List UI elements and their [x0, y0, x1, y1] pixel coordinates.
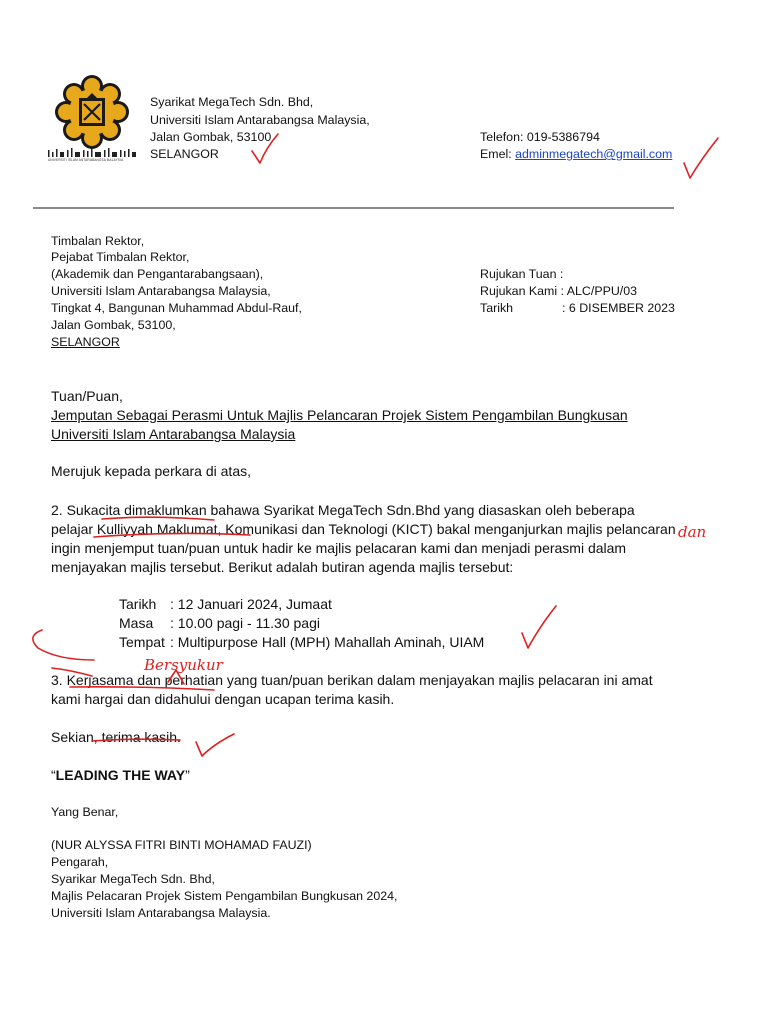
agenda-label: Tempat [119, 634, 165, 650]
paragraph-3-line: kami hargai dan didahului dengan ucapan terima kasih. [51, 691, 395, 707]
logo-caption: UNIVERSITI ISLAM ANTARABANGSA MALAYSIA [48, 158, 124, 162]
checkmark-icon [684, 138, 718, 178]
signatory-line: (NUR ALYSSA FITRI BINTI MOHAMAD FAUZI) [51, 838, 312, 852]
company-name: Syarikat MegaTech Sdn. Bhd, [150, 95, 314, 109]
checkmark-icon [522, 606, 556, 648]
paragraph-3-line: 3. Kerjasama dan perhatian yang tuan/puan berikan dalam menjayakan majlis pelacaran ini amat [51, 672, 653, 688]
agenda-value: : Multipurpose Hall (MPH) Mahallah Aminah, UIAM [170, 634, 485, 650]
paragraph-2-line: 2. Sukacita dimaklumkan bahawa Syarikat MegaTech Sdn.Bhd yang diasaskan oleh beberapa [51, 502, 635, 518]
street-address: Jalan Gombak, 53100 [150, 130, 272, 144]
handwritten-note: Bersyukur [144, 656, 223, 674]
email-link[interactable]: adminmegatech@gmail.com [515, 147, 673, 161]
email-label: Emel: [480, 147, 516, 161]
paragraph-2-line: pelajar Kulliyyah Maklumat, Komunikasi dan Teknologi (KICT) bakal menganjurkan majlis pelancaran [51, 521, 676, 537]
rujukan-kami: Rujukan Kami : ALC/PPU/03 [480, 284, 638, 298]
subject-line: Jemputan Sebagai Perasmi Untuk Majlis Pelancaran Projek Sistem Pengambilan Bungkusan [51, 407, 628, 423]
email-row [480, 146, 672, 164]
crest-icon [46, 72, 138, 170]
tarikh-label: Tarikh [480, 301, 514, 315]
motto-text: LEADING THE WAY [55, 767, 186, 783]
handwritten-note: dan [678, 523, 707, 541]
agenda-label: Masa [119, 615, 154, 631]
paragraph-2-line: menjayakan majlis tersebut. Berikut adalah butiran agenda majlis tersebut: [51, 559, 514, 575]
signatory-line: Pengarah, [51, 855, 109, 869]
yang-benar: Yang Benar, [51, 805, 119, 819]
tarikh-value: : 6 DISEMBER 2023 [562, 301, 675, 315]
agenda-value: : 10.00 pagi - 11.30 pagi [170, 615, 320, 631]
university-logo [46, 72, 138, 170]
agenda-label: Tarikh [119, 596, 157, 612]
signatory-line: Universiti Islam Antarabangsa Malaysia. [51, 906, 271, 920]
motto-open-quote: “ [51, 767, 56, 783]
recipient-line: Jalan Gombak, 53100, [51, 318, 176, 332]
signatory-line: Syarikar MegaTech Sdn. Bhd, [51, 872, 215, 886]
recipient-line: Timbalan Rektor, [51, 234, 145, 248]
paragraph-2-line: ingin menjemput tuan/puan untuk hadir ke majlis pelacaran kami dan menjadi perasmi dalam [51, 540, 627, 556]
checkmark-icon [196, 734, 234, 756]
closing: Sekian, terima kasih. [51, 729, 181, 745]
bracket-mark [33, 630, 94, 676]
salutation: Tuan/Puan, [51, 388, 123, 404]
agenda-value: : 12 Januari 2024, Jumaat [170, 596, 332, 612]
recipient-line: Tingkat 4, Bangunan Muhammad Abdul-Rauf, [51, 301, 302, 315]
rujukan-tuan: Rujukan Tuan : [480, 267, 564, 281]
recipient-line: Pejabat Timbalan Rektor, [51, 250, 190, 264]
intro-text: Merujuk kepada perkara di atas, [51, 463, 251, 479]
university-name: Universiti Islam Antarabangsa Malaysia, [150, 113, 370, 127]
subject-line: Universiti Islam Antarabangsa Malaysia [51, 426, 296, 442]
recipient-line: SELANGOR [51, 335, 120, 349]
state: SELANGOR [150, 147, 219, 161]
signatory-line: Majlis Pelacaran Projek Sistem Pengambilan Bungkusan 2024, [51, 889, 398, 903]
recipient-line: Universiti Islam Antarabangsa Malaysia, [51, 284, 271, 298]
header-divider [33, 207, 674, 209]
motto-close-quote: ” [185, 767, 190, 783]
recipient-line: (Akademik dan Pengantarabangsaan), [51, 267, 264, 281]
motto [51, 766, 190, 785]
phone: Telefon: 019-5386794 [480, 130, 600, 144]
